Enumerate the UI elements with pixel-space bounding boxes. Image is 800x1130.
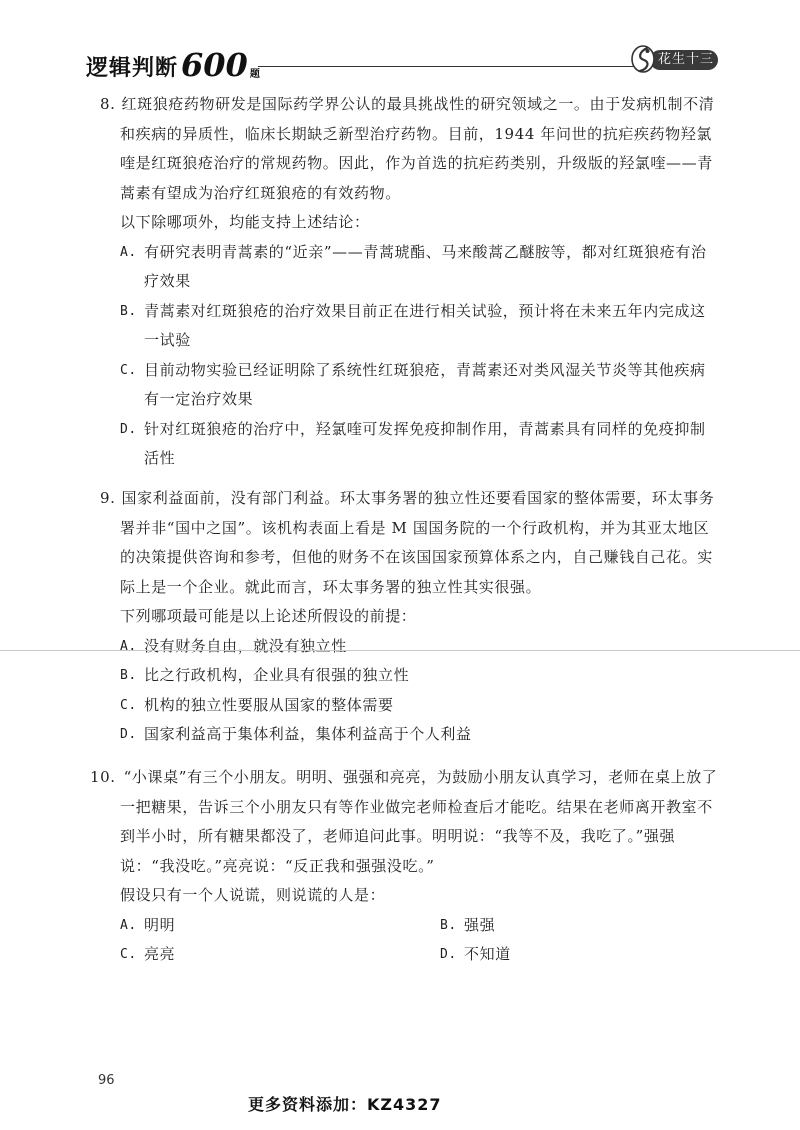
question-10 [90, 763, 720, 970]
option-b [440, 911, 740, 941]
question-prompt: 假设只有一个人说谎，则说谎的人是： [120, 886, 386, 904]
option-letter: C. [120, 697, 137, 713]
option-text: 亮亮 [144, 945, 176, 963]
question-text: 国家利益面前，没有部门利益。环太事务署的独立性还要看国家的整体需要，环太事务署并非“国中之国”。该机构表面上看是 M 国国务院的一个行政机构，并为其亚太地区的决策提供咨询和参考，但他的财务不在该国国家预算体系之内，自己赚钱自己花。实际上是一个企业。就此而言，环太事务署的独立性其实很强。 [120, 489, 715, 596]
brand-text: 花生十三 [658, 52, 715, 67]
question-stem [90, 763, 720, 881]
option-a [120, 911, 440, 941]
footer-note: 更多资料添加：KZ4327 [248, 1095, 442, 1114]
scan-divider-line [0, 650, 800, 651]
option-d [440, 940, 740, 970]
page-number: 96 [98, 1073, 115, 1088]
question-9 [100, 484, 720, 750]
book-title-suffix: 题 [249, 69, 260, 80]
option-letter: A. [120, 638, 137, 654]
option-b [120, 661, 720, 691]
option-a [120, 632, 720, 662]
option-c [120, 356, 720, 415]
option-text: 国家利益高于集体利益，集体利益高于个人利益 [144, 725, 472, 743]
option-letter: D. [120, 727, 137, 742]
option-c [120, 691, 720, 721]
option-text: 目前动物实验已经证明除了系统性红斑狼疮，青蒿素还对类风湿关节炎等其他疾病有一定治疗效果 [144, 360, 706, 408]
question-stem [100, 484, 720, 602]
option-letter: B. [120, 303, 137, 319]
header-rule [258, 66, 642, 67]
brand-badge [628, 44, 720, 72]
question-number: 10. [90, 768, 116, 786]
option-d [120, 415, 720, 474]
option-c [120, 940, 440, 970]
option-text: 有研究表明青蒿素的“近亲”——青蒿琥酯、马来酸蒿乙醚胺等，都对红斑狼疮有治疗效果 [144, 242, 707, 290]
option-a [120, 238, 720, 297]
option-letter: B. [120, 668, 137, 683]
option-d [120, 720, 720, 750]
option-letter: C. [120, 947, 137, 962]
option-b [120, 297, 720, 356]
question-prompt: 以下除哪项外，均能支持上述结论： [120, 213, 370, 231]
option-text: 没有财务自由，就没有独立性 [144, 636, 347, 655]
option-letter: D. [120, 421, 137, 437]
book-title-number: 600 [181, 46, 248, 85]
option-text: 青蒿素对红斑狼疮的治疗效果目前正在进行相关试验，预计将在未来五年内完成这一试验 [144, 301, 706, 349]
peanut-logo-icon [628, 44, 658, 74]
option-text: 明明 [144, 915, 176, 934]
option-letter: B. [440, 917, 457, 933]
option-letter: A. [120, 244, 137, 260]
question-number: 8. [100, 95, 116, 113]
question-text: “小课桌”有三个小朋友。明明、强强和亮亮，为鼓励小朋友认真学习，老师在桌上放了一把糖果，告诉三个小朋友只有等作业做完老师检查后才能吃。结果在老师离开教室不到半小时，所有糖果都没了，老师追问此事。明明说：“我等不及，我吃了。”强强说：“我没吃。”亮亮说：“反正我和强强没吃。” [120, 768, 718, 875]
option-text: 比之行政机构，企业具有很强的独立性 [144, 666, 410, 684]
option-letter: C. [120, 362, 137, 378]
question-number: 9. [100, 489, 116, 507]
option-text: 强强 [464, 915, 496, 934]
question-8 [100, 90, 720, 474]
option-text: 机构的独立性要服从国家的整体需要 [144, 695, 394, 714]
option-text: 不知道 [464, 945, 511, 963]
book-title-text: 逻辑判断 [86, 56, 179, 81]
option-grid [120, 911, 720, 970]
option-text: 针对红斑狼疮的治疗中，羟氯喹可发挥免疫抑制作用，青蒿素具有同样的免疫抑制活性 [144, 419, 706, 467]
book-title [86, 40, 260, 85]
question-text: 红斑狼疮药物研发是国际药学界公认的最具挑战性的研究领域之一。由于发病机制不清和疾病的异质性，临床长期缺乏新型治疗药物。目前，1944 年问世的抗疟疾药物羟氯喹是红斑狼疮治疗的常规药物。因此，作为首选的抗疟药类别，升级版的羟氯喹——青蒿素有望成为治疗红斑狼疮的有效药物。 [120, 95, 715, 202]
question-stem [100, 90, 720, 208]
question-prompt: 下列哪项最可能是以上论述所假设的前提： [120, 607, 417, 625]
option-letter: D. [440, 947, 457, 962]
option-letter: A. [120, 917, 137, 933]
